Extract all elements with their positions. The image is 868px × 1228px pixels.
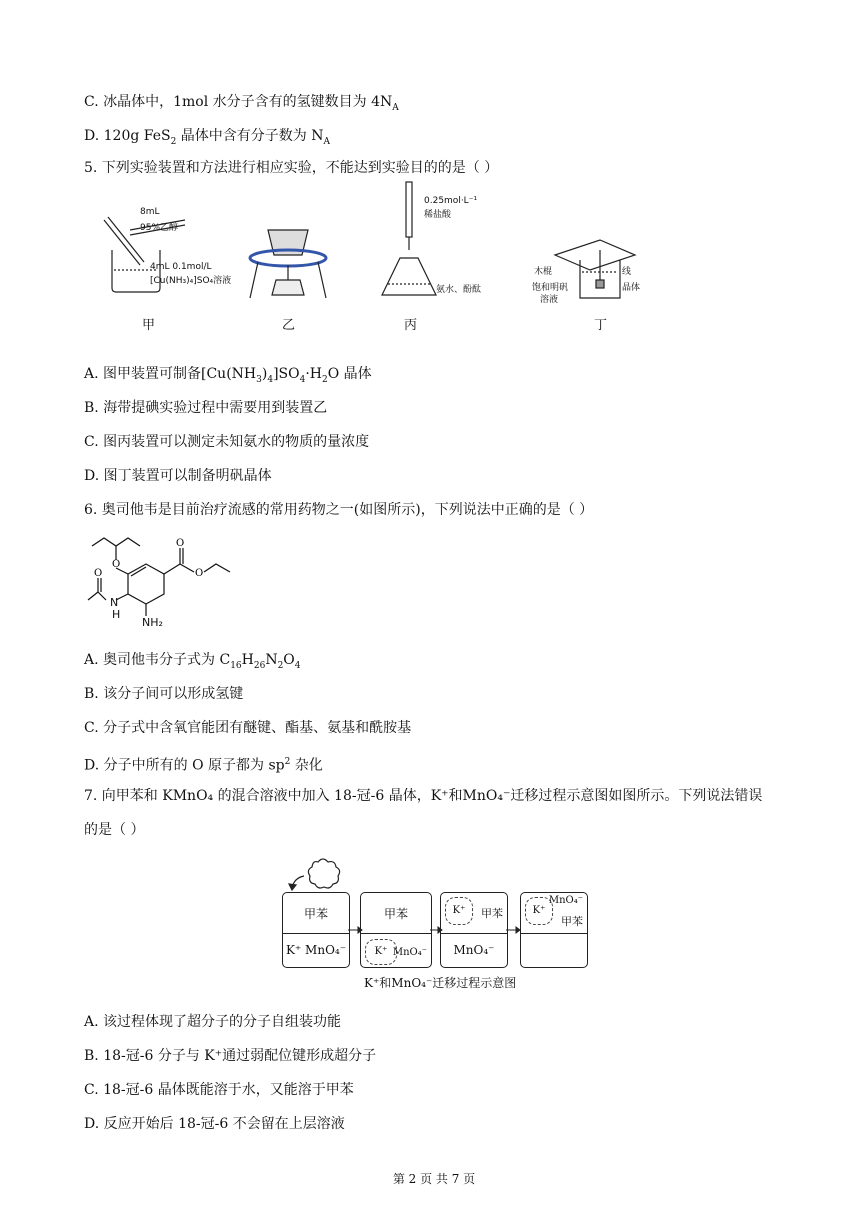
jia-label-1: 8mL [140, 207, 160, 217]
jia-label-2: 95%乙醇 [140, 223, 179, 233]
box3-crown-k: K⁺ [445, 897, 473, 925]
ding-label-5: 晶体 [622, 283, 641, 293]
q6-option-c: C. 分子式中含氧官能团有醚键、酯基、氨基和酰胺基 [84, 720, 412, 736]
caption-bing: 丙 [404, 318, 418, 333]
svg-text:O: O [176, 538, 185, 549]
apparatus-yi [250, 230, 326, 298]
ding-label-4: 溶液 [540, 295, 559, 305]
oseltamivir-structure [84, 528, 244, 638]
migration-box-1 [282, 892, 350, 968]
q5-option-a: A. 图甲装置可制备$[Cu(NH_3)_4]SO_4\cdot H_2O$ 晶体 [84, 366, 372, 385]
q6-option-d: D. 分子中所有的 O 原子都为 $sp^2$ 杂化 [84, 757, 323, 774]
q5-option-b: B. 海带提碘实验过程中需要用到装置乙 [84, 400, 328, 416]
bing-label-1: 0.25mol·L⁻¹ [424, 196, 478, 206]
box4-toluene: 甲苯 [561, 915, 583, 928]
ding-label-3: 饱和明矾 [532, 283, 569, 293]
q4-option-d: D. 120g FeS$_2$ 晶体中含有分子数为 $N_A$ [84, 128, 330, 147]
q7-option-d: D. 反应开始后 18-冠-6 不会留在上层溶液 [84, 1116, 345, 1132]
svg-text:O: O [195, 568, 204, 579]
q7-option-a: A. 该过程体现了超分子的分子自组装功能 [84, 1014, 342, 1030]
crown-ether-icon [288, 854, 358, 894]
q7-stem-line2: 的是（ ） [84, 822, 145, 838]
q5-option-c: C. 图丙装置可以测定未知氨水的物质的量浓度 [84, 434, 370, 450]
jia-label-4: [Cu(NH₃)₄]SO₄溶液 [150, 276, 232, 286]
box2-toluene: 甲苯 [383, 907, 408, 921]
q5-stem: 5. 下列实验装置和方法进行相应实验，不能达到实验目的的是（ ） [84, 160, 499, 176]
box3-mno4: MnO₄⁻ [453, 943, 495, 957]
amine-label: NH₂ [142, 616, 163, 629]
amide-n-label: N [110, 596, 119, 609]
q4-option-c: C. 冰晶体中，1mol 水分子含有的氢键数目为 $4N_A$ [84, 94, 399, 113]
box2-crown-k: K⁺ [365, 939, 397, 965]
q7-figure-caption: K⁺和MnO₄⁻迁移过程示意图 [364, 976, 517, 990]
box4-mno4: MnO₄⁻ [548, 895, 583, 906]
q7-option-b: B. 18-冠-6 分子与 K⁺通过弱配位键形成超分子 [84, 1048, 377, 1064]
bing-label-2: 稀盐酸 [424, 210, 452, 220]
ding-label-1: 木棍 [534, 267, 553, 277]
caption-ding: 丁 [594, 318, 608, 333]
box1-toluene: 甲苯 [303, 907, 328, 921]
ding-label-2: 线 [622, 267, 632, 277]
q7-option-c: C. 18-冠-6 晶体既能溶于水，又能溶于甲苯 [84, 1082, 354, 1098]
q6-option-a: A. 奥司他韦分子式为 $C_{16}H_{26}N_2O_4$ [84, 652, 301, 671]
q7-stem-line1: 7. 向甲苯和 KMnO₄ 的混合溶液中加入 18-冠-6 晶体，K⁺和MnO₄⁻迁移过程示意图如图所示。下列说法错误 [84, 788, 763, 804]
caption-jia: 甲 [142, 318, 156, 333]
q5-option-d: D. 图丁装置可以制备明矾晶体 [84, 468, 272, 484]
box3-toluene: 甲苯 [481, 907, 503, 920]
q6-stem: 6. 奥司他韦是目前治疗流感的常用药物之一(如图所示)，下列说法中正确的是（ ） [84, 502, 594, 518]
box1-bottom: K⁺ MnO₄⁻ [285, 943, 347, 957]
bing-label-3: 氨水、酚酞 [436, 285, 482, 295]
migration-box-4 [520, 892, 588, 968]
svg-text:O: O [112, 559, 121, 570]
migration-arrows [346, 924, 526, 936]
box4-crown-k: K⁺ [525, 897, 553, 925]
page-footer: 第 2 页 共 7 页 [392, 1172, 476, 1186]
q6-option-b: B. 该分子间可以形成氢键 [84, 686, 244, 702]
q5-apparatus-figure [90, 180, 670, 330]
box2-mno4: MnO₄⁻ [392, 947, 427, 958]
caption-yi: 乙 [282, 318, 296, 333]
amide-h-label: H [112, 608, 121, 621]
svg-text:O: O [94, 568, 103, 579]
jia-label-3: 4mL 0.1mol/L [150, 262, 212, 272]
